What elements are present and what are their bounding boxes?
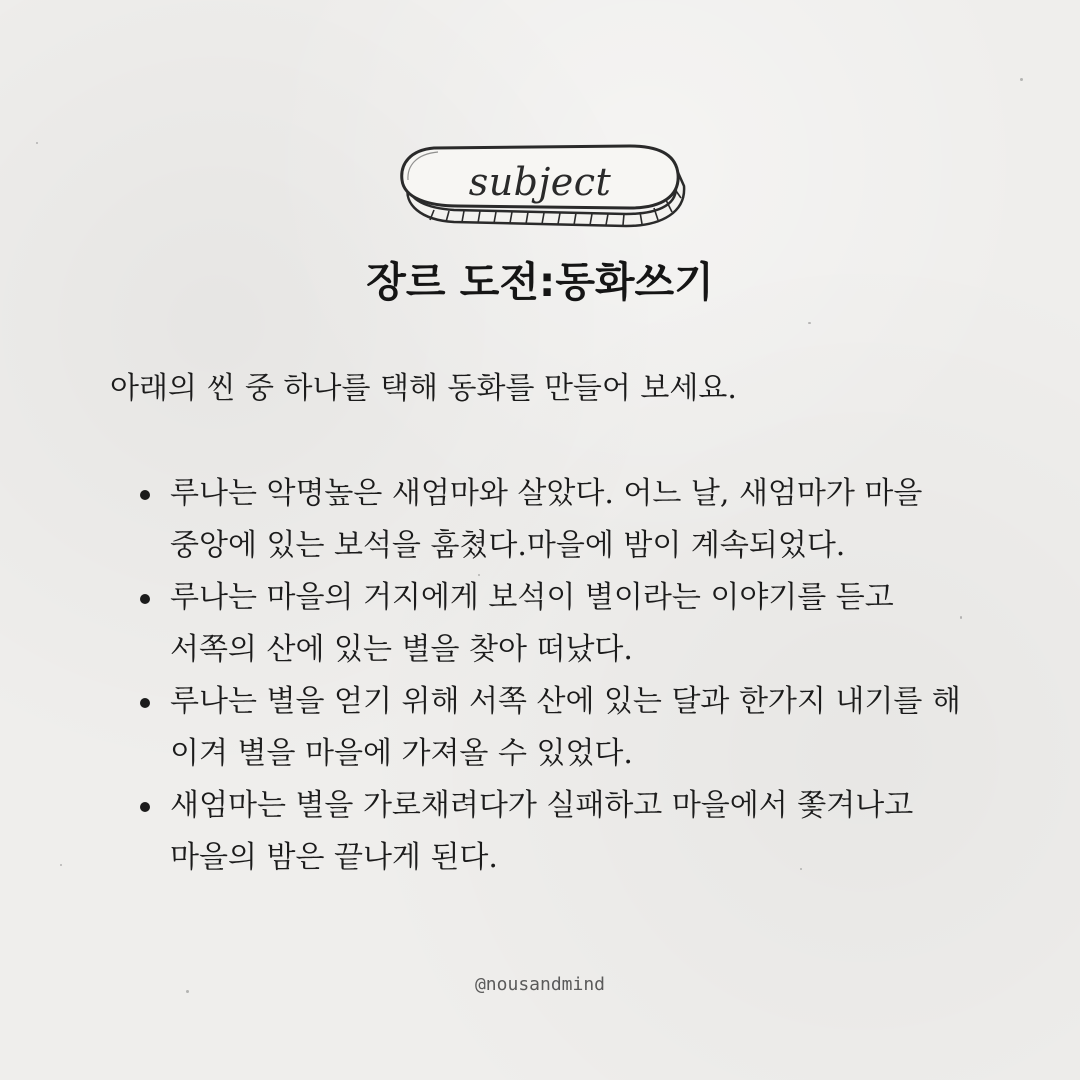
bullet-icon bbox=[140, 802, 150, 812]
bullet-icon bbox=[140, 490, 150, 500]
bullet-icon bbox=[140, 698, 150, 708]
scene-text: 루나는 마을의 거지에게 보석이 별이라는 이야기를 듣고 서쪽의 산에 있는 별을 찾아 떠났다. bbox=[170, 580, 894, 667]
list-item bbox=[140, 780, 980, 884]
paper-speck bbox=[36, 142, 38, 144]
paper-speck bbox=[1020, 78, 1023, 81]
subject-badge bbox=[394, 134, 694, 234]
badge-label: subject bbox=[468, 160, 612, 204]
scene-text: 루나는 악명높은 새엄마와 살았다. 어느 날, 새엄마가 마을 중앙에 있는 보석을 훔쳤다.마을에 밤이 계속되었다. bbox=[170, 476, 923, 563]
paper-speck bbox=[808, 322, 811, 324]
scene-text: 새엄마는 별을 가로채려다가 실패하고 마을에서 쫓겨나고 마을의 밤은 끝나게 된다. bbox=[170, 788, 914, 875]
scene-list bbox=[140, 468, 980, 884]
page-title: 장르 도전:동화쓰기 bbox=[366, 258, 714, 306]
bullet-icon bbox=[140, 594, 150, 604]
list-item bbox=[140, 468, 980, 572]
list-item bbox=[140, 572, 980, 676]
scene-text: 루나는 별을 얻기 위해 서쪽 산에 있는 달과 한가지 내기를 해 이겨 별을 마을에 가져올 수 있었다. bbox=[170, 684, 961, 771]
paper-speck bbox=[60, 864, 62, 866]
list-item bbox=[140, 676, 980, 780]
intro-text: 아래의 씬 중 하나를 택해 동화를 만들어 보세요. bbox=[110, 371, 737, 406]
author-handle: @nousandmind bbox=[474, 974, 606, 995]
